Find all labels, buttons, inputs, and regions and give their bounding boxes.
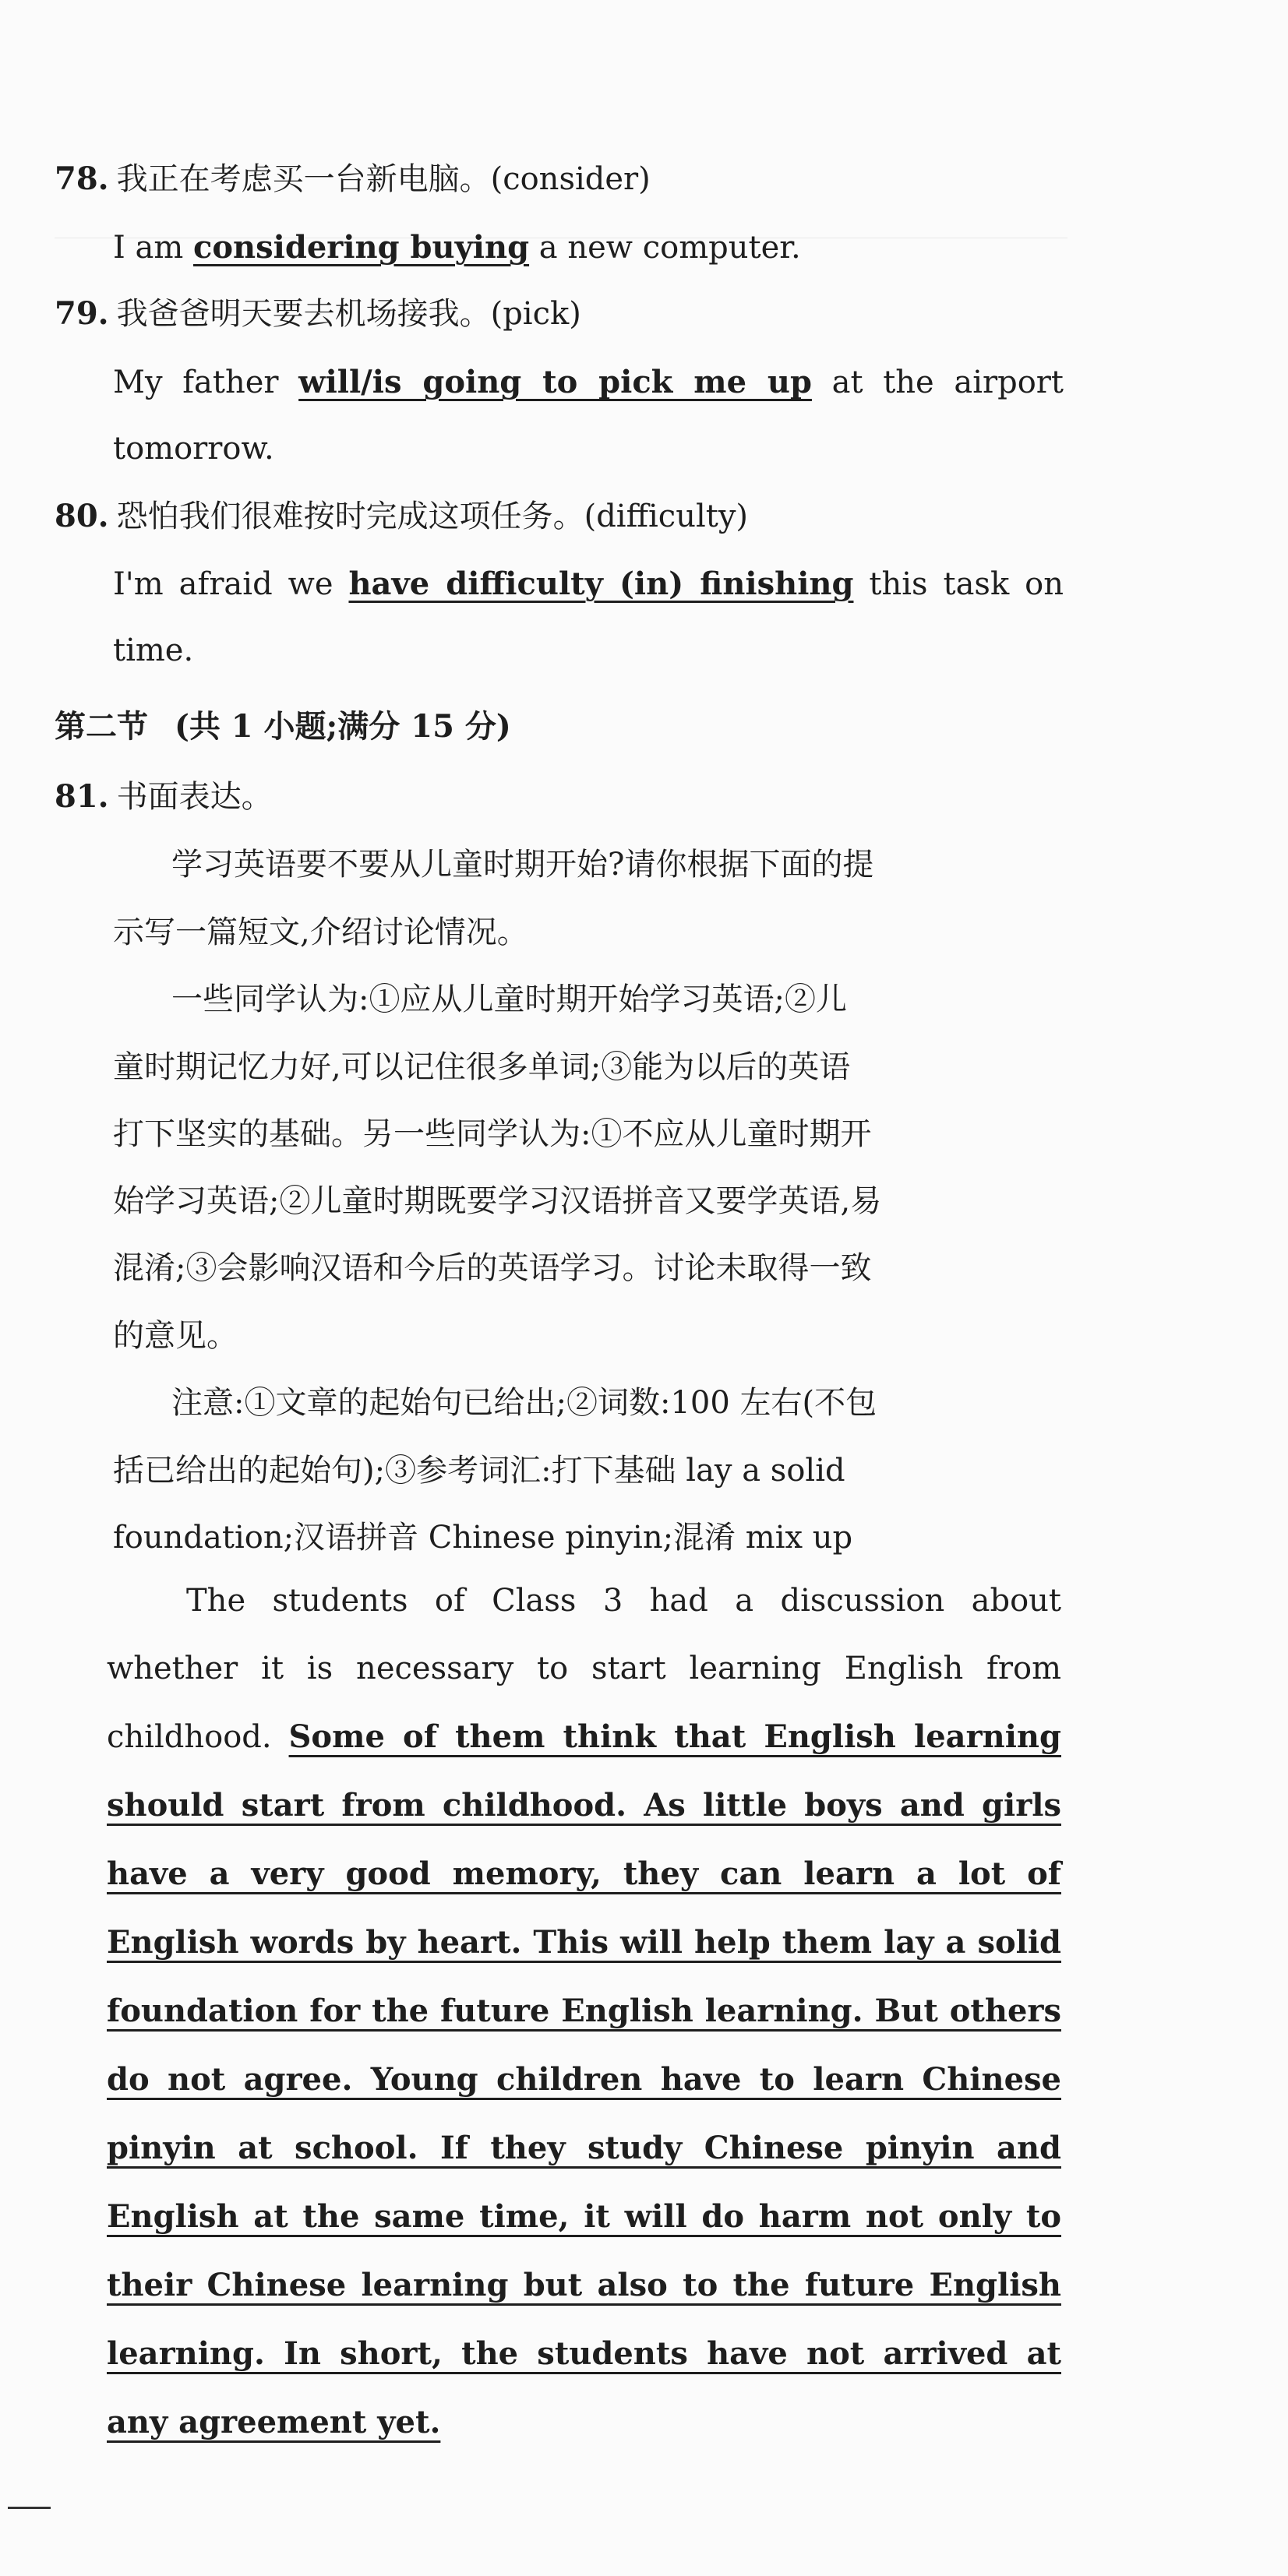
q81-essay-given: The students of Class 3 had a discussion about whether it is necessary to start learning English from childhood. xyxy=(107,1583,1061,1755)
q81-note-line: 括已给出的起始句);③参考词汇:打下基础 lay a solid xyxy=(113,1453,845,1489)
q81-number: 81. xyxy=(55,778,109,815)
q79-post: at the airport xyxy=(811,365,1064,400)
q81-opinion-line: 童时期记忆力好,可以记住很多单词;③能为以后的英语 xyxy=(113,1049,851,1085)
section-heading xyxy=(55,703,1067,750)
q78-number: 78. xyxy=(55,160,109,197)
q81-essay xyxy=(107,1567,1061,2457)
q81-intro-line: 学习英语要不要从儿童时期开始?请你根据下面的提 xyxy=(171,847,874,883)
q81-prompt-line xyxy=(55,774,1067,820)
q81-opinion-line: 打下坚实的基础。另一些同学认为:①不应从儿童时期开 xyxy=(113,1116,872,1152)
q79-prompt-line xyxy=(55,291,1067,337)
q81-opinion-line: 一些同学认为:①应从儿童时期开始学习英语;②儿 xyxy=(171,981,847,1017)
q80-answer: have difficulty (in) finishing xyxy=(348,566,854,602)
q80-answer-cont: time. xyxy=(113,633,194,668)
q78-post: a new computer. xyxy=(529,230,801,266)
q79-prompt: 我爸爸明天要去机场接我。(pick) xyxy=(116,296,581,332)
q79-answer: will/is going to pick me up xyxy=(298,364,812,400)
q81-opinion-line: 混淆;③会影响汉语和今后的英语学习。讨论未取得一致 xyxy=(113,1250,872,1286)
q81-essay-answer: Some of them think that English learning should start from childhood. As little boys and girls have a very good memory, they can learn a lot of English words by heart. This will help them lay a solid foundation for the future English learning. But others do not agree. Young children have to learn Chinese pinyin at school. If they study Chinese pinyin and English at the same time, it will do harm not only to their Chinese learning but also to the future English learning. In short, the students have not arrived at any agreement yet. xyxy=(107,1718,1061,2440)
q78-prompt: 我正在考虑买一台新电脑。(consider) xyxy=(116,161,651,197)
q81-intro-line: 示写一篇短文,介绍讨论情况。 xyxy=(113,914,528,950)
q79-answer-line xyxy=(113,359,1064,406)
section-info: (共 1 小题;满分 15 分) xyxy=(174,708,511,745)
q78-answer: considering buying xyxy=(193,229,530,266)
q79-number: 79. xyxy=(55,295,109,332)
q80-post: this task on xyxy=(853,566,1064,602)
q80-pre: I'm afraid we xyxy=(113,566,349,602)
q81-prompt: 书面表达。 xyxy=(116,779,273,815)
q80-number: 80. xyxy=(55,498,109,534)
q78-prompt-line xyxy=(55,156,1067,203)
q81-opinion-line: 的意见。 xyxy=(113,1318,238,1354)
section-title: 第二节 xyxy=(55,708,148,745)
page-corner-rule xyxy=(8,2507,51,2509)
q79-answer-cont: tomorrow. xyxy=(113,431,274,467)
q80-prompt-line xyxy=(55,493,1067,540)
q79-pre: My father xyxy=(113,365,299,400)
q81-opinion-line: 始学习英语;②儿童时期既要学习汉语拼音又要学英语,易 xyxy=(113,1183,882,1219)
q81-note-line: foundation;汉语拼音 Chinese pinyin;混淆 mix up xyxy=(113,1520,853,1556)
q80-answer-line xyxy=(113,561,1064,608)
q81-note-line: 注意:①文章的起始句已给出;②词数:100 左右(不包 xyxy=(171,1385,877,1421)
q78-answer-line xyxy=(113,224,1126,271)
q80-prompt: 恐怕我们很难按时完成这项任务。(difficulty) xyxy=(116,499,749,534)
q78-pre: I am xyxy=(113,230,194,266)
